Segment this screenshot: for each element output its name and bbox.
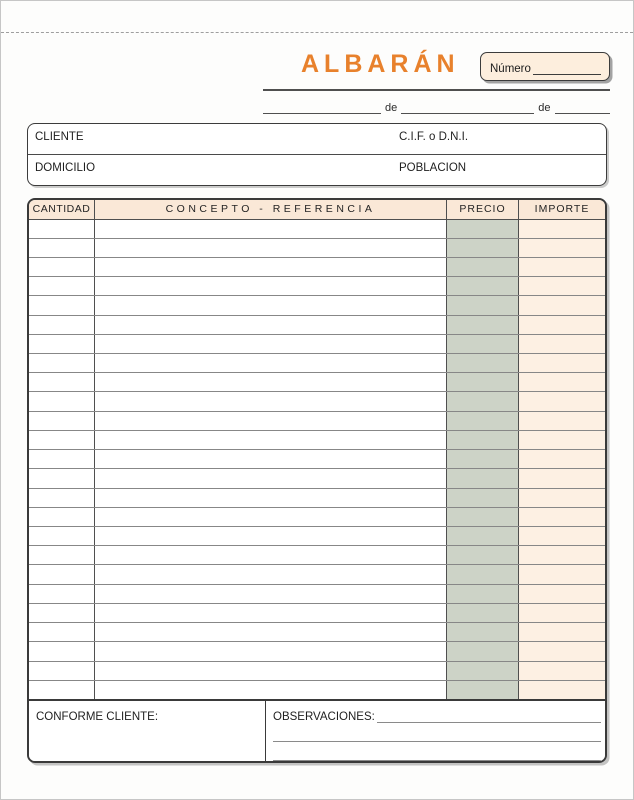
items-table [27,198,607,763]
conforme-cliente-label: CONFORME CLIENTE: [36,711,159,723]
table-row[interactable] [29,642,605,661]
column-header-precio: PRECIO [447,200,519,219]
table-row[interactable] [29,316,605,335]
date-month-line[interactable] [401,111,534,114]
table-header-row [29,200,605,220]
table-row[interactable] [29,469,605,488]
numero-label: Número [490,62,531,75]
table-row[interactable] [29,604,605,623]
domicilio-label: DOMICILIO [35,162,96,174]
table-row[interactable] [29,277,605,296]
observaciones-cell [266,701,605,761]
table-row[interactable] [29,258,605,277]
table-row[interactable] [29,585,605,604]
client-info-box [27,123,607,186]
date-line [263,101,610,114]
observaciones-extra-lines [273,723,601,761]
numero-input-line[interactable] [533,73,601,75]
table-row[interactable] [29,335,605,354]
table-row[interactable] [29,662,605,681]
table-row[interactable] [29,681,605,699]
poblacion-label: POBLACION [399,162,467,174]
table-row[interactable] [29,296,605,315]
column-header-concepto-referencia: CONCEPTO - REFERENCIA [95,200,447,219]
title-underline-rule [263,89,610,91]
table-row[interactable] [29,508,605,527]
date-year-line[interactable] [555,111,611,114]
cliente-label: CLIENTE [35,131,84,143]
cif-dni-label: C.I.F. o D.N.I. [399,131,469,143]
table-row[interactable] [29,354,605,373]
observaciones-input-line-2[interactable] [273,723,601,742]
table-row[interactable] [29,239,605,258]
table-row[interactable] [29,373,605,392]
table-row[interactable] [29,527,605,546]
table-row[interactable] [29,565,605,584]
date-day-line[interactable] [263,111,381,114]
table-row[interactable] [29,450,605,469]
table-rows-container [29,220,605,700]
conforme-cliente-cell[interactable] [29,701,266,761]
observaciones-label: OBSERVACIONES: [273,710,375,723]
table-row[interactable] [29,412,605,431]
domicilio-poblacion-row[interactable] [28,155,606,185]
cliente-cif-row[interactable] [28,124,606,155]
table-row[interactable] [29,431,605,450]
observaciones-first-line [273,710,601,723]
table-row[interactable] [29,546,605,565]
date-connector-de-2: de [538,102,551,114]
table-row[interactable] [29,220,605,239]
column-header-importe: IMPORTE [534,203,590,216]
table-row[interactable] [29,623,605,642]
column-header-cantidad: CANTIDAD [29,200,95,219]
form-title: ALBARÁN [301,50,460,78]
table-footer [29,699,605,761]
observaciones-input-line-3[interactable] [273,742,601,761]
table-row[interactable] [29,392,605,411]
perforation-dashed-line [1,32,633,33]
table-row[interactable] [29,489,605,508]
date-connector-de-1: de [385,102,398,114]
table-body [29,220,605,700]
numero-box [480,52,610,81]
